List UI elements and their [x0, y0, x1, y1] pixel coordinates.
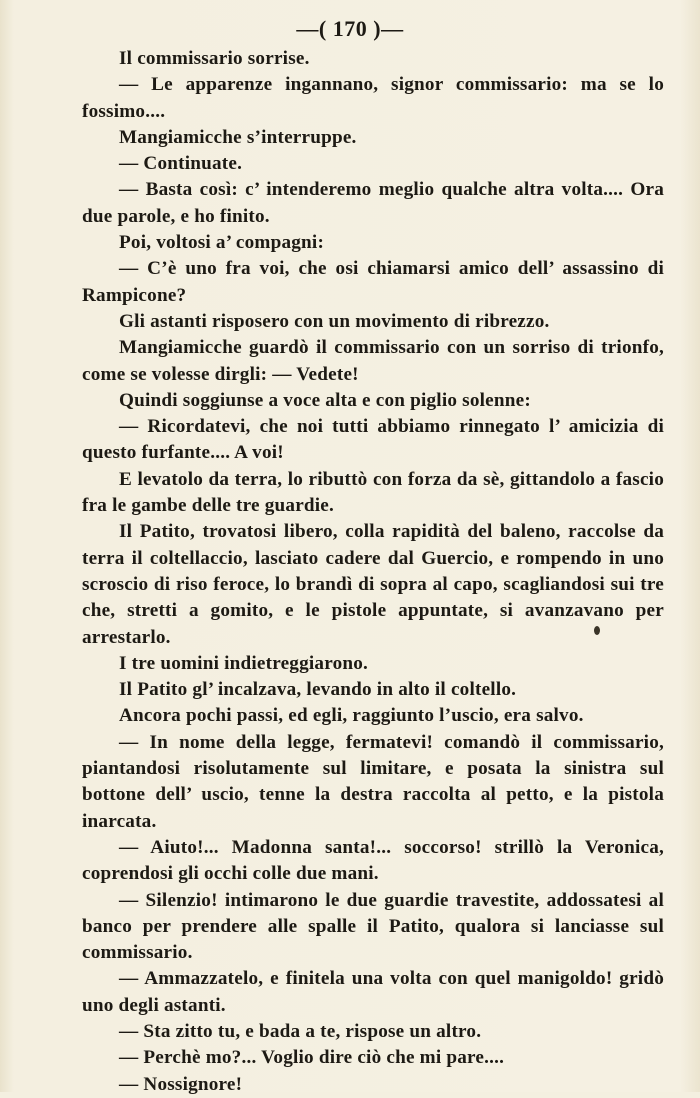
- paragraph: — Ricordatevi, che noi tutti abbiamo rinnegato l’ amicizia di questo furfante.... A voi!: [82, 416, 664, 464]
- paragraph: — Aiuto!... Madonna santa!... soccorso! strillò la Veronica, coprendosi gli occhi colle due mani.: [82, 836, 664, 885]
- paragraph: — Basta così: c’ intenderemo meglio qualche altra volta.... Ora due parole, e ho finito.: [82, 179, 664, 227]
- paragraph: Il Patito gl’ incalzava, levando in alto il coltello.: [119, 679, 517, 701]
- paragraph: — C’è uno fra voi, che osi chiamarsi amico dell’ assassino di Rampicone?: [82, 258, 664, 306]
- paragraph: — Continuate.: [119, 153, 243, 175]
- paragraph: Gli astanti risposero con un movimento di ribrezzo.: [119, 310, 550, 332]
- paragraph: — Silenzio! intimarono le due guardie travestite, addossatesi al banco per prendere alle spalle il Patito, qualora si lanciasse sul commissario.: [82, 889, 664, 964]
- paragraph: E levatolo da terra, lo ributtò con forza da sè, gittandolo a fascio fra le gambe delle tre guardie.: [82, 468, 664, 517]
- paragraph: — Nossignore!: [119, 1073, 243, 1095]
- paragraph: Quindi soggiunse a voce alta e con piglio solenne:: [119, 389, 531, 411]
- paragraph: Il commissario sorrise.: [119, 48, 310, 69]
- page-number-header: —( 170 )—: [296, 16, 404, 41]
- paragraph: — Perchè mo?... Voglio dire ciò che mi pare....: [119, 1047, 505, 1069]
- paragraph: — Le apparenze ingannano, signor commissario: ma se lo fossimo....: [82, 74, 664, 122]
- body-text: [82, 46, 664, 1098]
- paragraph: Il Patito, trovatosi libero, colla rapidità del baleno, raccolse da terra il coltellaccio, lasciato cadere dal Guercio, e rompendo in uno scroscio di riso feroce, lo brandì di sopra al capo, scagliandosi sui tre che, stretti a gomito, e le pistole appuntate, si avanzavano per arrestarlo.: [82, 521, 664, 648]
- paragraph: — Ammazzatelo, e finitela una volta con quel manigoldo! gridò uno degli astanti.: [82, 968, 664, 1016]
- paragraph: Mangiamicche guardò il commissario con un sorriso di trionfo, come se volesse dirgli: — Vedete!: [82, 337, 664, 385]
- paragraph: Poi, voltosi a’ compagni:: [119, 232, 325, 254]
- paragraph: Ancora pochi passi, ed egli, raggiunto l’uscio, era salvo.: [119, 705, 584, 727]
- ink-speck: [594, 626, 600, 635]
- paragraph: Mangiamicche s’interruppe.: [119, 126, 357, 148]
- paragraph: I tre uomini indietreggiarono.: [119, 652, 369, 674]
- paragraph: — In nome della legge, fermatevi! comandò il commissario, piantandosi risolutamente sul limitare, e posata la sinistra sul bottone dell’ uscio, tenne la destra raccolta al petto, e la pistola inarcata.: [82, 731, 664, 832]
- paragraph: — Sta zitto tu, e bada a te, rispose un altro.: [119, 1020, 482, 1042]
